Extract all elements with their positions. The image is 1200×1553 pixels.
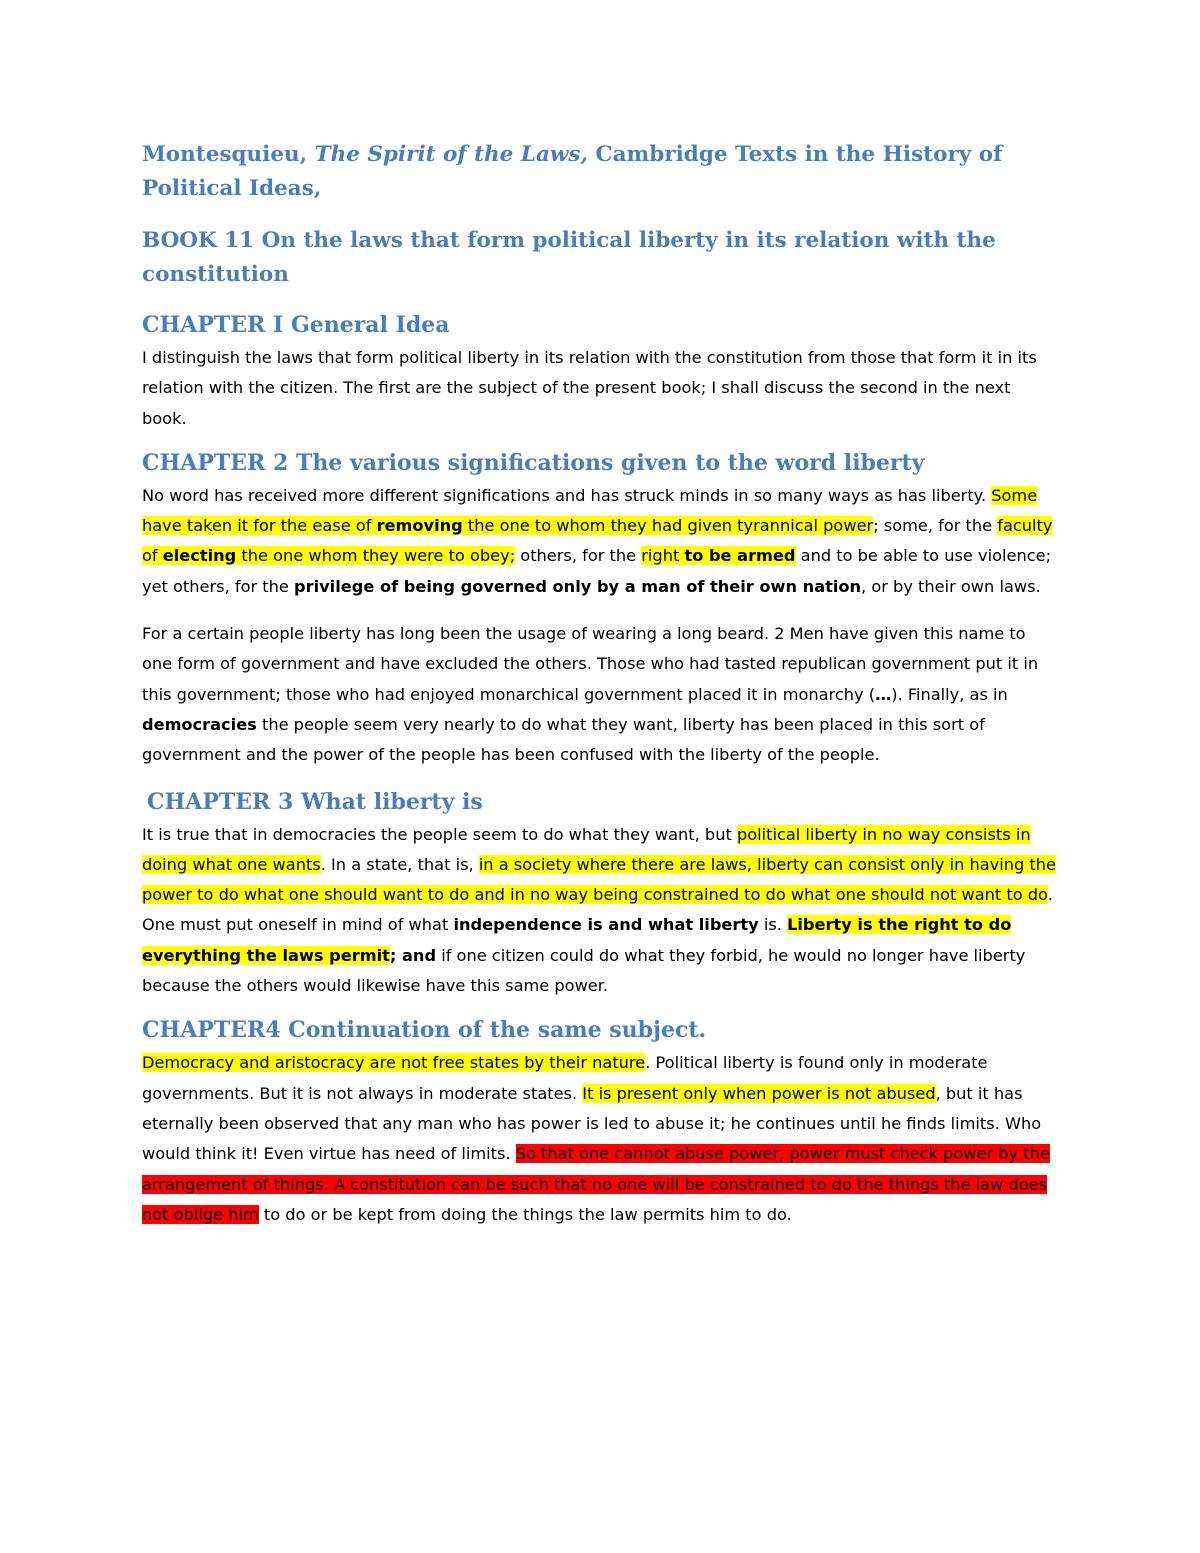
bold-text: democracies: [142, 714, 257, 734]
text-run: , or by their own laws.: [861, 576, 1041, 596]
title-work: The Spirit of the Laws,: [314, 142, 588, 167]
red-highlight: So that one cannot abuse power, power must check power by the arrangement of things. A constitution can be such that no one will be constrained to do the things the law does not oblige him: [142, 1144, 1050, 1224]
yellow-highlight: political liberty in no way consists in doing what one wants: [142, 824, 1031, 874]
chapter-1-paragraph: I distinguish the laws that form political liberty in its relation with the constitution from those that form it in its relation with the citizen. The first are the subject of the present book; I shall discuss the second in the next book.: [142, 348, 1037, 428]
chapter-4-heading: CHAPTER4 Continuation of the same subject.: [142, 1017, 707, 1044]
text-run: . One must put oneself in mind of what: [142, 885, 1053, 935]
chapter-3-paragraph: [142, 820, 1060, 1002]
yellow-highlight: faculty of: [142, 516, 1053, 566]
yellow-highlight-bold: electing: [162, 546, 237, 566]
yellow-highlight: in a society where there are laws, liberty can consist only in having the power to do what one should want to do and in no way being constrained to do what one should not want to do: [142, 854, 1056, 905]
text-run: No word has received more different significations and has struck minds in so many ways as has liberty.: [142, 485, 992, 505]
yellow-highlight: the one to whom they had given tyrannical power: [462, 516, 874, 536]
yellow-highlight: Democracy and aristocracy are not free states by their nature: [142, 1053, 646, 1073]
chapter-1-heading: CHAPTER I General Idea: [142, 312, 450, 338]
bold-text: …: [875, 684, 892, 704]
text-run: the people seem very nearly to do what they want, liberty has been placed in this sort of government and the power of the people has been confused with the liberty of the people.: [142, 714, 985, 765]
bold-text: privilege of being governed only by a man of their own nation: [294, 576, 862, 596]
title-series: Cambridge Texts in the History of Political Ideas,: [142, 142, 1003, 201]
text-run: , but it has eternally been observed that any man who has power is led to abuse it; he continues until he finds limits. Who would think it! Even virtue has need of limits.: [142, 1083, 1042, 1164]
text-run: ; some, for the: [873, 516, 998, 536]
chapter-2-heading: CHAPTER 2 The various significations given to the word liberty: [142, 449, 925, 476]
yellow-highlight: It is present only when power is not abused: [582, 1083, 936, 1103]
yellow-highlight: Some have taken it for the ease of: [142, 485, 1038, 536]
chapter-2-paragraph-1: [142, 481, 1060, 602]
document-title: [142, 138, 1060, 206]
text-run: . In a state, that is,: [320, 854, 479, 874]
yellow-highlight-bold: removing: [376, 516, 463, 536]
text-run: if one citizen could do what they forbid, he would no longer have liberty because the others would likewise have this same power.: [142, 945, 1026, 996]
text-run: and to be able to use violence; yet others, for the: [142, 546, 1052, 596]
yellow-highlight-bold: to be armed: [684, 546, 796, 566]
yellow-highlight-bold: Liberty is the right to do everything the laws permit: [142, 915, 1012, 965]
text-run: It is true that in democracies the people seem to do what they want, but: [142, 824, 737, 844]
text-run: is.: [758, 915, 788, 935]
bold-text: independence is and what liberty: [453, 915, 759, 935]
text-run: ). Finally, as in: [891, 684, 1008, 704]
text-run: For a certain people liberty has long been the usage of wearing a long beard. 2 Men have given this name to one form of government and have excluded the others. Those who had tasted republican government put it in this government; those who had enjoyed monarchical government placed it in monarchy (: [142, 624, 1039, 704]
yellow-highlight: the one whom they were to obey;: [236, 546, 516, 566]
text-run: to do or be kept from doing the things the law permits him to do.: [258, 1204, 792, 1224]
chapter-3-heading: CHAPTER 3 What liberty is: [147, 788, 483, 815]
chapter-2-paragraph-2: [142, 619, 1060, 770]
text-run: others, for the: [515, 546, 642, 566]
book-heading: BOOK 11 On the laws that form political liberty in its relation with the constitution: [142, 228, 996, 287]
yellow-highlight: right: [641, 546, 685, 566]
title-author: Montesquieu,: [142, 142, 315, 167]
bold-text: ; and: [389, 945, 437, 965]
text-run: . Political liberty is found only in moderate governments. But it is not always in moderate states.: [142, 1053, 988, 1103]
chapter-4-paragraph: [142, 1048, 1060, 1230]
